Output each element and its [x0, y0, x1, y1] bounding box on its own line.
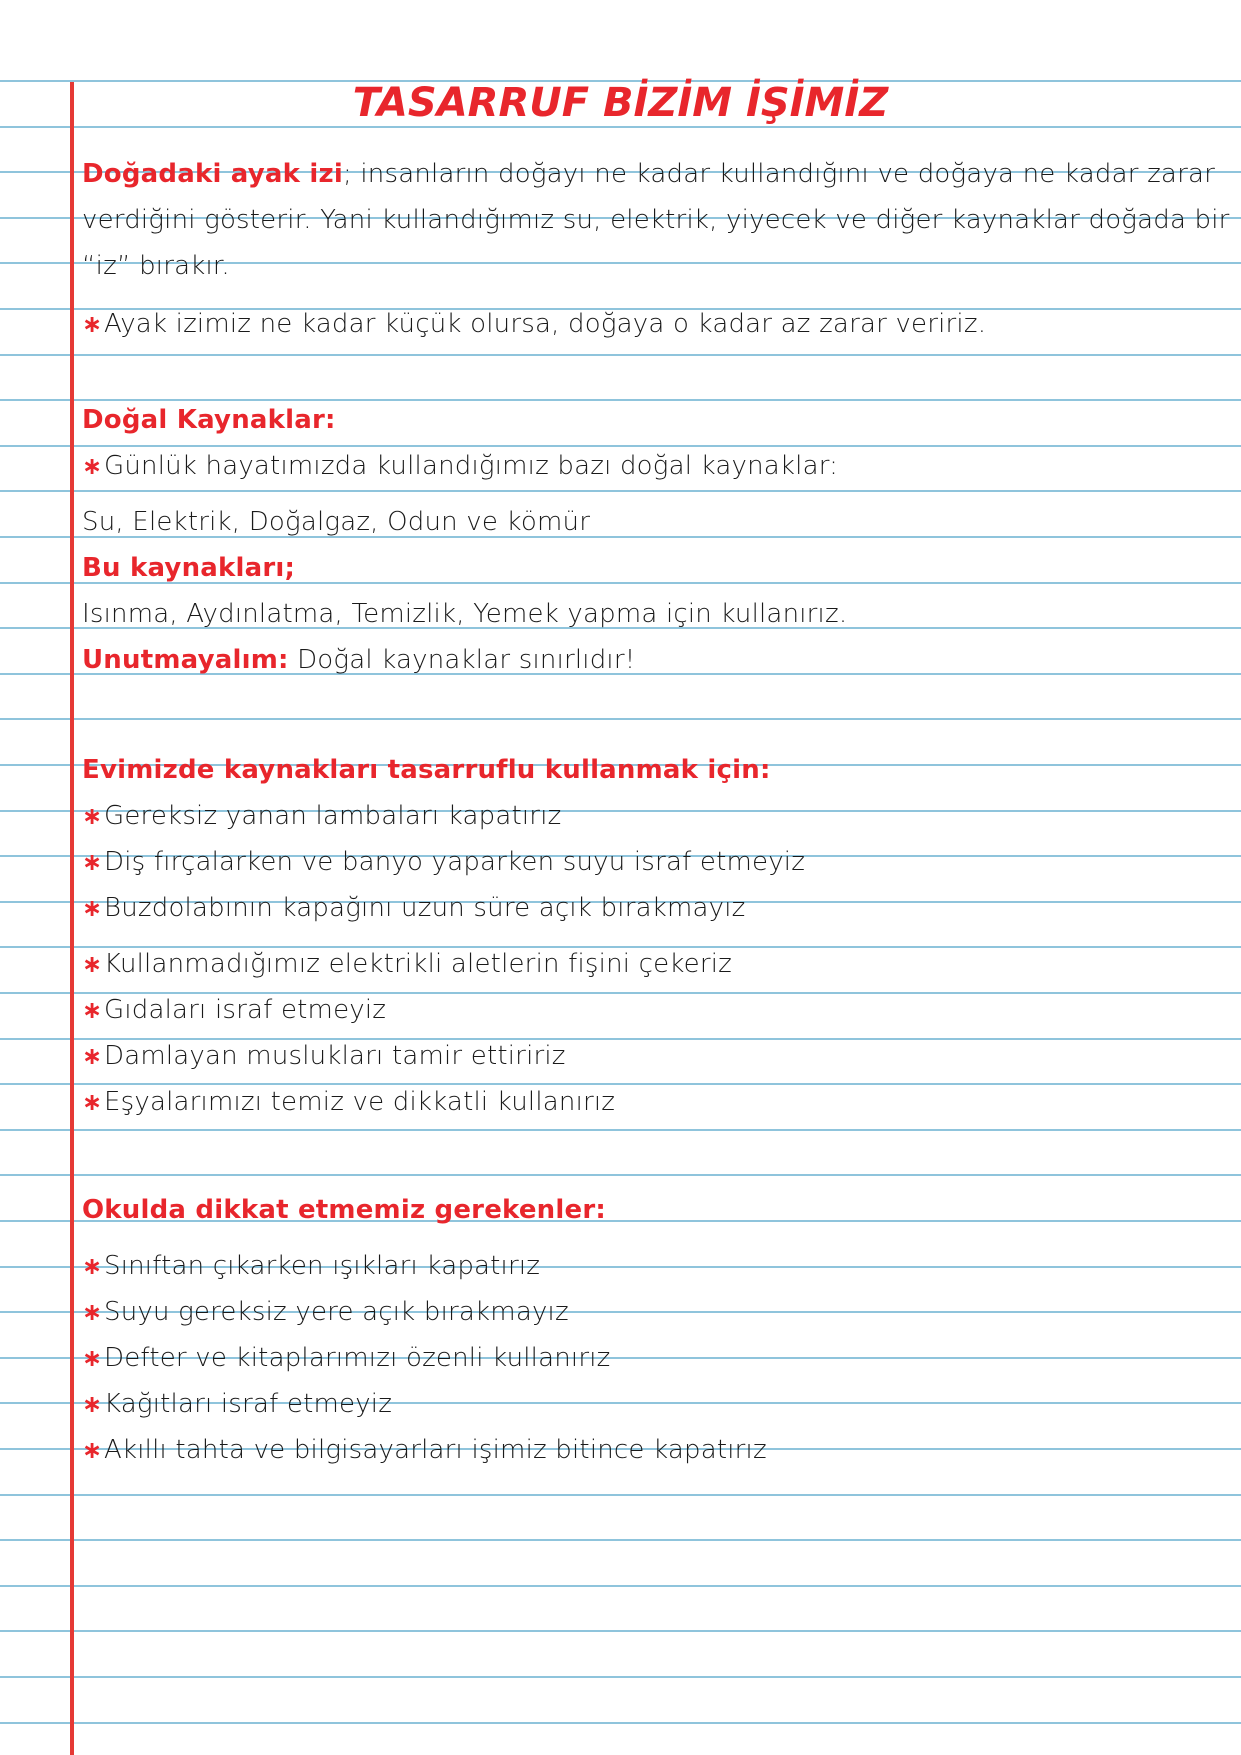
list-item-text: Kağıtları israf etmeyiz	[104, 1389, 393, 1419]
ruled-line	[0, 1585, 1241, 1587]
list-item-text: Defter ve kitaplarımızı özenli kullanırız	[104, 1343, 611, 1373]
list-item-text: Suyu gereksiz yere açık bırakmayız	[104, 1297, 569, 1327]
asterisk-icon: ∗	[82, 1436, 103, 1464]
ruled-line	[0, 718, 1241, 720]
asterisk-icon: ∗	[82, 1390, 103, 1418]
intro-term: Doğadaki ayak izi	[82, 159, 343, 189]
asterisk-icon: ∗	[82, 310, 103, 338]
intro-line-2: verdiğini gösterir. Yani kullandığımız su, elektrik, yiyecek ve diğer kaynaklar doğada bir	[82, 205, 1230, 235]
asterisk-icon: ∗	[82, 894, 103, 922]
list-item-text: Akıllı tahta ve bilgisayarları işimiz bitince kapatırız	[104, 1435, 767, 1465]
list-item	[82, 846, 805, 878]
asterisk-icon: ∗	[82, 1042, 103, 1070]
margin-line	[70, 82, 74, 1755]
asterisk-icon: ∗	[82, 1088, 103, 1116]
page-title: TASARRUF BİZİM İŞİMİZ	[352, 80, 889, 126]
list-item	[82, 892, 746, 924]
school-heading: Okulda dikkat etmemiz gerekenler:	[82, 1195, 606, 1225]
usage-heading: Bu kaynakları;	[82, 553, 296, 583]
list-item-text: Kullanmadığımız elektrikli aletlerin fişini çekeriz	[104, 949, 733, 979]
ruled-line	[0, 490, 1241, 492]
list-item-text: Diş fırçalarken ve banyo yaparken suyu israf etmeyiz	[104, 847, 806, 877]
asterisk-icon: ∗	[82, 452, 103, 480]
intro-note	[82, 308, 986, 340]
intro-note-text: Ayak izimiz ne kadar küçük olursa, doğaya o kadar az zarar veririz.	[104, 309, 987, 339]
list-item	[82, 1250, 540, 1282]
list-item	[82, 1434, 767, 1466]
list-item-text: Sınıftan çıkarken ışıkları kapatırız	[104, 1251, 541, 1281]
list-item	[82, 994, 386, 1026]
list-item	[82, 1296, 569, 1328]
ruled-line	[0, 1630, 1241, 1632]
resources-list: Su, Elektrik, Doğalgaz, Odun ve kömür	[82, 507, 591, 537]
reminder-label: Unutmayalım:	[82, 645, 289, 675]
home-heading: Evimizde kaynakları tasarruflu kullanmak için:	[82, 755, 771, 785]
asterisk-icon: ∗	[82, 1344, 103, 1372]
list-item-text: Gıdaları israf etmeyiz	[104, 995, 387, 1025]
asterisk-icon: ∗	[82, 1252, 103, 1280]
natural-resources-heading: Doğal Kaynaklar:	[82, 405, 336, 435]
asterisk-icon: ∗	[82, 950, 103, 978]
list-item	[82, 948, 732, 980]
ruled-line	[0, 354, 1241, 356]
asterisk-icon: ∗	[82, 996, 103, 1024]
ruled-line	[0, 1676, 1241, 1678]
list-item	[82, 1086, 615, 1118]
ruled-line	[0, 1494, 1241, 1496]
list-item	[82, 1388, 392, 1420]
list-item-text: Gereksiz yanan lambaları kapatırız	[104, 801, 562, 831]
usage-line: Isınma, Aydınlatma, Temizlik, Yemek yapma için kullanırız.	[82, 599, 848, 629]
asterisk-icon: ∗	[82, 1298, 103, 1326]
list-item	[82, 1342, 611, 1374]
intro-line-1	[82, 158, 1215, 190]
asterisk-icon: ∗	[82, 848, 103, 876]
list-item-text: Damlayan muslukları tamir ettiririz	[104, 1041, 566, 1071]
ruled-line	[0, 1539, 1241, 1541]
natural-resources-bullet-text: Günlük hayatımızda kullandığımız bazı doğal kaynaklar:	[104, 451, 839, 481]
ruled-line	[0, 1722, 1241, 1724]
ruled-line	[0, 1129, 1241, 1131]
natural-resources-bullet	[82, 450, 838, 482]
ruled-line	[0, 1174, 1241, 1176]
asterisk-icon: ∗	[82, 802, 103, 830]
reminder-line	[82, 644, 635, 676]
list-item	[82, 1040, 566, 1072]
ruled-line	[0, 445, 1241, 447]
intro-line-3: “iz” bırakır.	[82, 251, 230, 281]
intro-line-1-text: ; insanların doğayı ne kadar kullandığını ve doğaya ne kadar zarar	[342, 159, 1215, 189]
list-item-text: Eşyalarımızı temiz ve dikkatli kullanırız	[104, 1087, 616, 1117]
ruled-line	[0, 1083, 1241, 1085]
reminder-text: Doğal kaynaklar sınırlıdır!	[288, 645, 636, 675]
ruled-line	[0, 399, 1241, 401]
list-item	[82, 800, 561, 832]
list-item-text: Buzdolabının kapağını uzun süre açık bırakmayız	[104, 893, 746, 923]
